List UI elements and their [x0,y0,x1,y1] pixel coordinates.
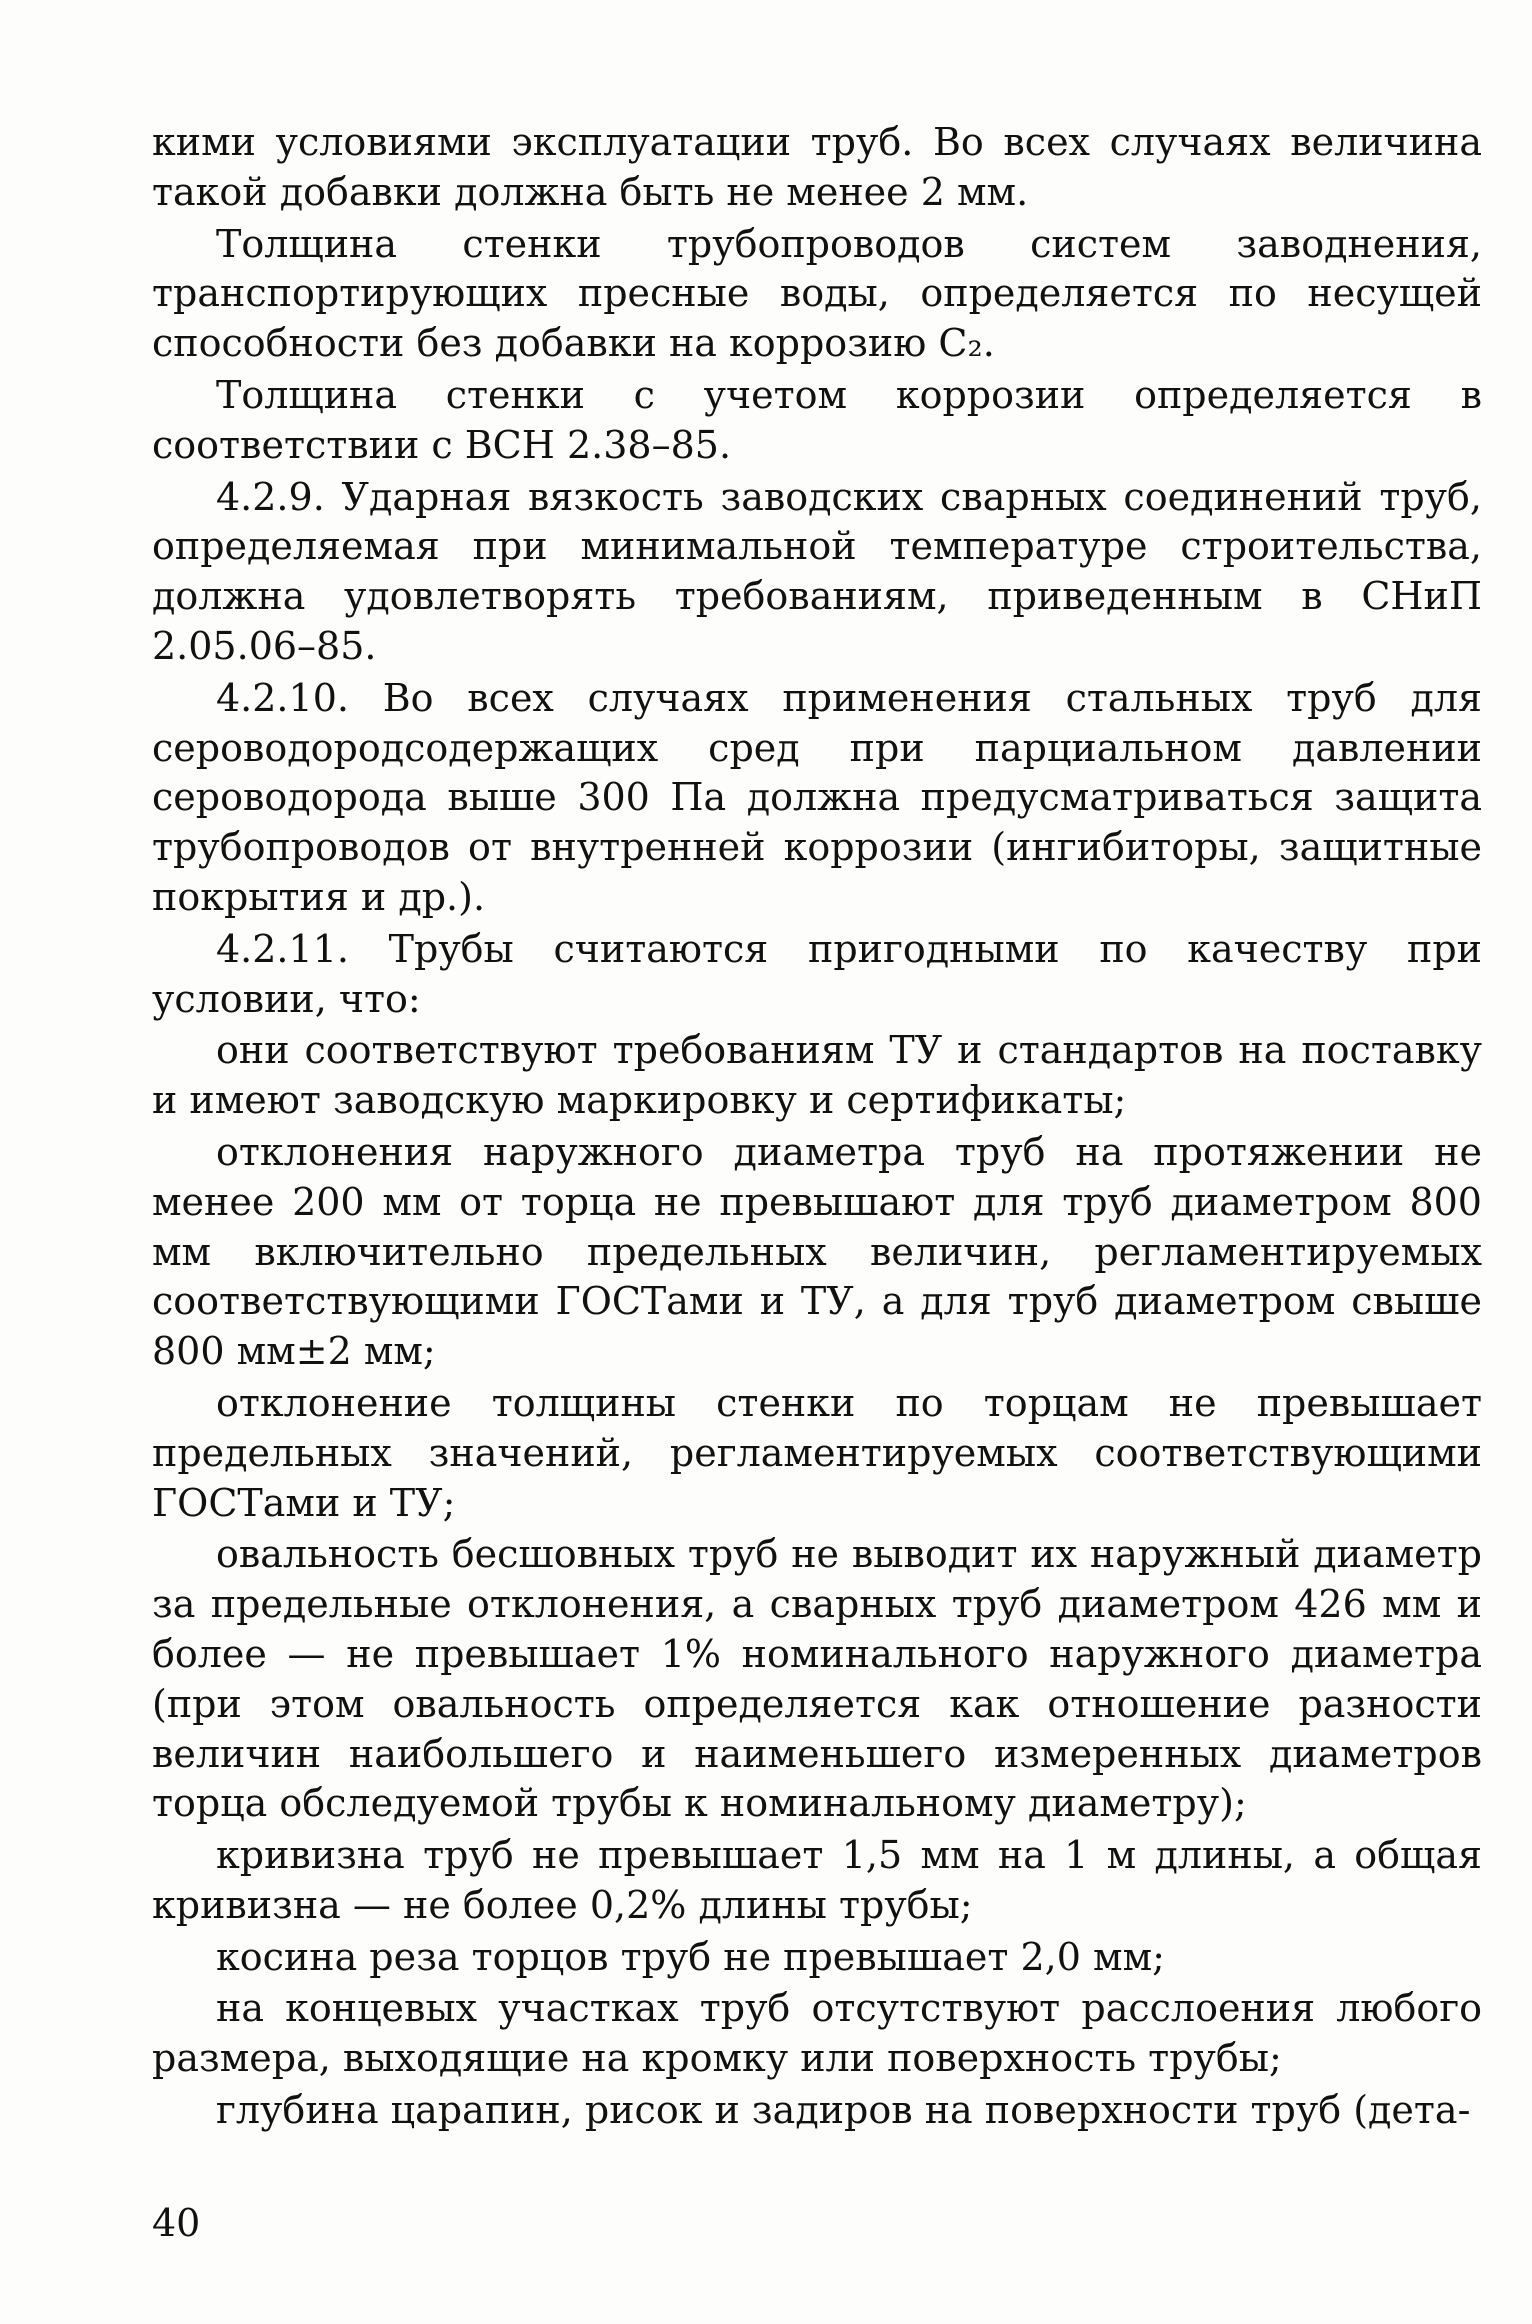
list-item-diameter-deviation: отклонения наружного диаметра труб на протяжении не менее 200 мм от торца не превышают для труб диаметром 800 мм включительно предельных величин, регламентируемых соответствующими ГОСТами и ТУ, а для труб диаметром свыше 800 мм±2 мм; [152,1129,1482,1374]
page-number: 40 [152,2201,201,2245]
list-item-curvature: кривизна труб не превышает 1,5 мм на 1 м длины, а общая кривизна — не более 0,2% длины трубы; [152,1833,1482,1927]
paragraph-4-2-11: 4.2.11. Трубы считаются пригодными по качеству при условии, что: [152,926,1482,1021]
paragraph-wall-thickness-corrosion: Толщина стенки с учетом коррозии определяется в соответствии с ВСН 2.38–85. [152,372,1482,467]
paragraph-wall-thickness-flooding: Толщина стенки трубопроводов систем заводнения, транспортирующих пресные воды, определяется по несущей способности без добавки на коррозию C₂. [152,221,1482,366]
list-item-thickness-deviation: отклонение толщины стенки по торцам не превышает предельных значений, регламентируемых соответствующими ГОСТами и ТУ; [152,1380,1482,1525]
paragraph-4-2-9: 4.2.9. Ударная вязкость заводских сварных соединений труб, определяемая при минимальной температуре строительства, должна удовлетворять требованиям, приведенным в СНиП 2.05.06–85. [152,474,1482,668]
body-text [152,118,1482,2138]
list-item-cut-bevel: косина реза торцов труб не превышает 2,0 мм; [216,1934,1165,1979]
list-item-ovality: овальность бесшовных труб не выводит их наружный диаметр за предельные отклонения, а сварных труб диаметром 426 мм и более — не превышает 1% номинального наружного диаметра (при этом овальность определяется как отношение разности величин наибольшего и наименьшего измеренных диаметров торца обследуемой трубы к номинальному диаметру); [152,1532,1482,1826]
list-item-requirements: они соответствуют требованиям ТУ и стандартов на поставку и имеют заводскую маркировку и сертификаты; [152,1028,1482,1123]
paragraph-4-2-10: 4.2.10. Во всех случаях применения стальных труб для сероводородсодержащих сред при парциальном давлении сероводорода выше 300 Па должна предусматриваться защита трубопроводов от внутренней коррозии (ингибиторы, защитные покрытия и др.). [152,675,1482,919]
paragraph-continuation: кими условиями эксплуатации труб. Во всех случаях величина такой добавки должна быть не менее 2 мм. [152,120,1482,214]
list-item-delamination: на концевых участках труб отсутствуют расслоения любого размера, выходящие на кромку или поверхность трубы; [152,1986,1482,2081]
list-item-scratches: глубина царапин, рисок и задиров на поверхности труб (дета- [216,2088,1471,2133]
